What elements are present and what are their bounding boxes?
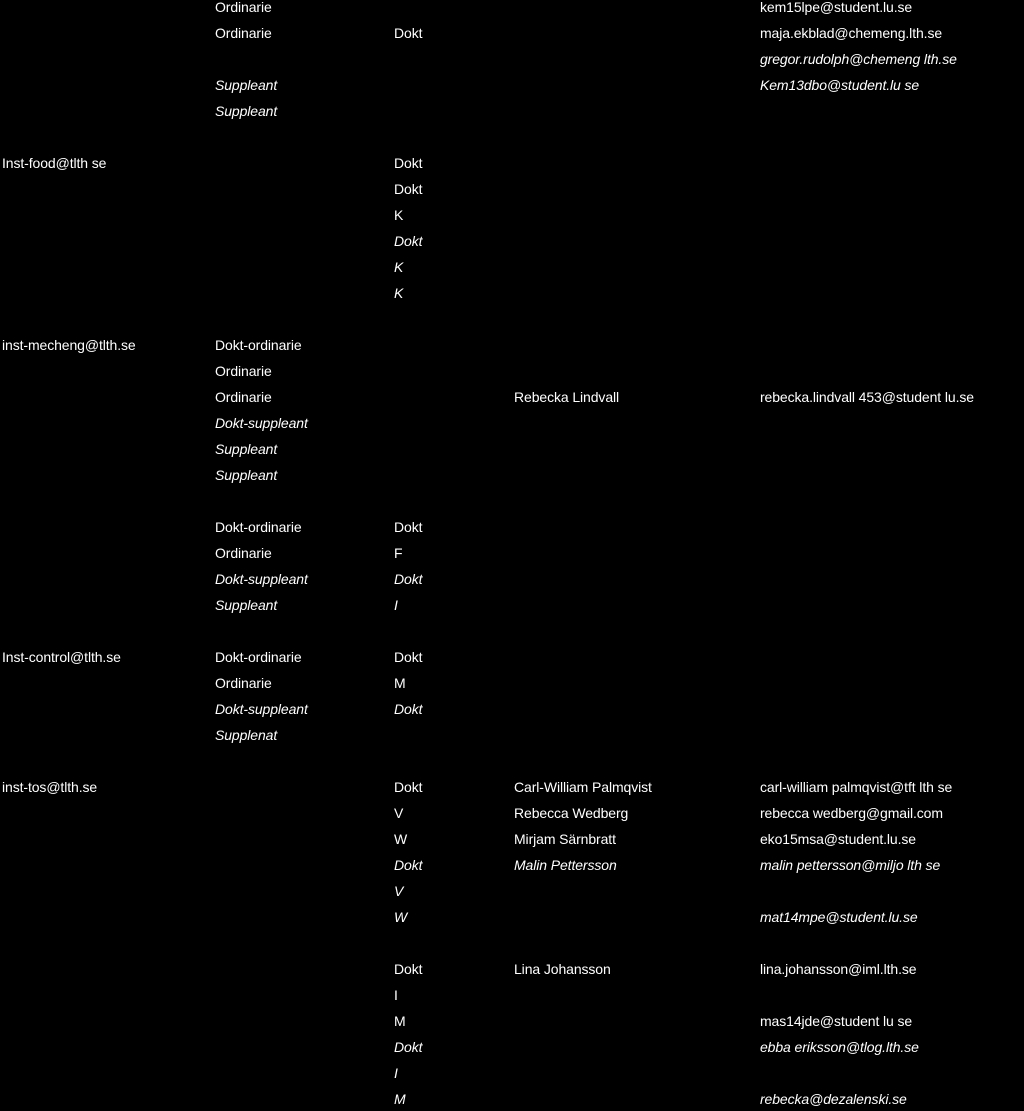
table-row	[0, 207, 1024, 227]
category-cell: Dokt	[394, 857, 423, 873]
category-cell: I	[394, 597, 398, 613]
category-cell: Dokt	[394, 1039, 423, 1055]
category-cell: M	[394, 675, 406, 691]
role-cell: Suppleant	[215, 467, 278, 483]
member-name-cell: Carl-William Palmqvist	[514, 779, 652, 795]
table-row	[0, 363, 1024, 383]
role-cell: Suppleant	[215, 441, 278, 457]
category-cell: M	[394, 1013, 406, 1029]
member-email-cell: mat14mpe@student.lu.se	[760, 909, 918, 925]
table-row	[0, 805, 1024, 825]
role-cell: Ordinarie	[215, 675, 272, 691]
category-cell: M	[394, 1091, 406, 1107]
member-email-cell: lina.johansson@iml.lth.se	[760, 961, 917, 977]
category-cell: W	[394, 909, 408, 925]
category-cell: Dokt	[394, 25, 423, 41]
member-name-cell: Malin Pettersson	[514, 857, 617, 873]
category-cell: F	[394, 545, 403, 561]
category-cell: I	[394, 1065, 398, 1081]
table-row	[0, 519, 1024, 539]
table-row	[0, 129, 1024, 149]
table-row	[0, 753, 1024, 773]
table-row	[0, 1039, 1024, 1059]
member-email-cell: rebecka@dezalenski.se	[760, 1091, 907, 1107]
role-cell: Supplenat	[215, 727, 278, 743]
member-email-cell: mas14jde@student lu se	[760, 1013, 913, 1029]
member-name-cell: Lina Johansson	[514, 961, 611, 977]
table-row	[0, 831, 1024, 851]
member-name-cell: Rebecka Lindvall	[514, 389, 620, 405]
category-cell: Dokt	[394, 779, 423, 795]
table-row	[0, 987, 1024, 1007]
role-cell: Dokt-suppleant	[215, 701, 308, 717]
member-email-cell: kem15lpe@student.lu.se	[760, 0, 913, 15]
table-row	[0, 571, 1024, 591]
table-row	[0, 727, 1024, 747]
table-row	[0, 181, 1024, 201]
table-row	[0, 1065, 1024, 1085]
role-cell: Dokt-suppleant	[215, 571, 308, 587]
category-cell: V	[394, 883, 404, 899]
table-row	[0, 233, 1024, 253]
dept-email-cell: inst-mecheng@tlth.se	[2, 337, 136, 353]
role-cell: Suppleant	[215, 77, 278, 93]
role-cell: Dokt-ordinarie	[215, 519, 302, 535]
role-cell: Suppleant	[215, 103, 278, 119]
member-email-cell: carl-william palmqvist@tft lth se	[760, 779, 953, 795]
table-row	[0, 441, 1024, 461]
category-cell: Dokt	[394, 233, 423, 249]
table-row	[0, 961, 1024, 981]
member-name-cell: Rebecca Wedberg	[514, 805, 629, 821]
table-row	[0, 51, 1024, 71]
category-cell: Dokt	[394, 961, 423, 977]
table-row	[0, 0, 1024, 19]
table-row	[0, 155, 1024, 175]
table-row	[0, 779, 1024, 799]
table-row	[0, 909, 1024, 929]
member-email-cell: ebba eriksson@tlog.lth.se	[760, 1039, 919, 1055]
table-row	[0, 259, 1024, 279]
role-cell: Dokt-ordinarie	[215, 649, 302, 665]
dept-email-cell: Inst-food@tlth se	[2, 155, 107, 171]
table-row	[0, 415, 1024, 435]
table-row	[0, 1013, 1024, 1033]
category-cell: Dokt	[394, 519, 423, 535]
member-email-cell: eko15msa@student.lu.se	[760, 831, 916, 847]
table-row	[0, 311, 1024, 331]
table-row	[0, 675, 1024, 695]
category-cell: I	[394, 987, 398, 1003]
role-cell: Ordinarie	[215, 545, 272, 561]
table-row	[0, 389, 1024, 409]
category-cell: K	[394, 259, 404, 275]
table-row	[0, 1091, 1024, 1111]
table-row	[0, 701, 1024, 721]
member-email-cell: gregor.rudolph@chemeng lth.se	[760, 51, 957, 67]
table-row	[0, 337, 1024, 357]
role-cell: Dokt-suppleant	[215, 415, 308, 431]
table-row	[0, 623, 1024, 643]
role-cell: Ordinarie	[215, 25, 272, 41]
member-name-cell: Mirjam Särnbratt	[514, 831, 616, 847]
category-cell: V	[394, 805, 404, 821]
category-cell: Dokt	[394, 649, 423, 665]
table-row	[0, 467, 1024, 487]
table-row	[0, 285, 1024, 305]
role-cell: Suppleant	[215, 597, 278, 613]
dept-email-cell: Inst-control@tlth.se	[2, 649, 121, 665]
category-cell: Dokt	[394, 155, 423, 171]
category-cell: K	[394, 207, 404, 223]
member-email-cell: maja.ekblad@chemeng.lth.se	[760, 25, 943, 41]
role-cell: Dokt-ordinarie	[215, 337, 302, 353]
member-email-cell: malin pettersson@miljo lth se	[760, 857, 941, 873]
table-row	[0, 935, 1024, 955]
category-cell: Dokt	[394, 571, 423, 587]
table-row	[0, 25, 1024, 45]
category-cell: K	[394, 285, 404, 301]
category-cell: Dokt	[394, 181, 423, 197]
table-row	[0, 493, 1024, 513]
member-email-cell: rebecca wedberg@gmail.com	[760, 805, 943, 821]
role-cell: Ordinarie	[215, 0, 272, 15]
category-cell: Dokt	[394, 701, 423, 717]
table-row	[0, 649, 1024, 669]
table-row	[0, 103, 1024, 123]
role-cell: Ordinarie	[215, 363, 272, 379]
dept-email-cell: inst-tos@tlth.se	[2, 779, 98, 795]
table-row	[0, 597, 1024, 617]
table-row	[0, 545, 1024, 565]
member-email-cell: rebecka.lindvall 453@student lu.se	[760, 389, 974, 405]
table-row	[0, 883, 1024, 903]
member-email-cell: Kem13dbo@student.lu se	[760, 77, 920, 93]
table-row	[0, 857, 1024, 877]
category-cell: W	[394, 831, 408, 847]
role-cell: Ordinarie	[215, 389, 272, 405]
table-row	[0, 77, 1024, 97]
